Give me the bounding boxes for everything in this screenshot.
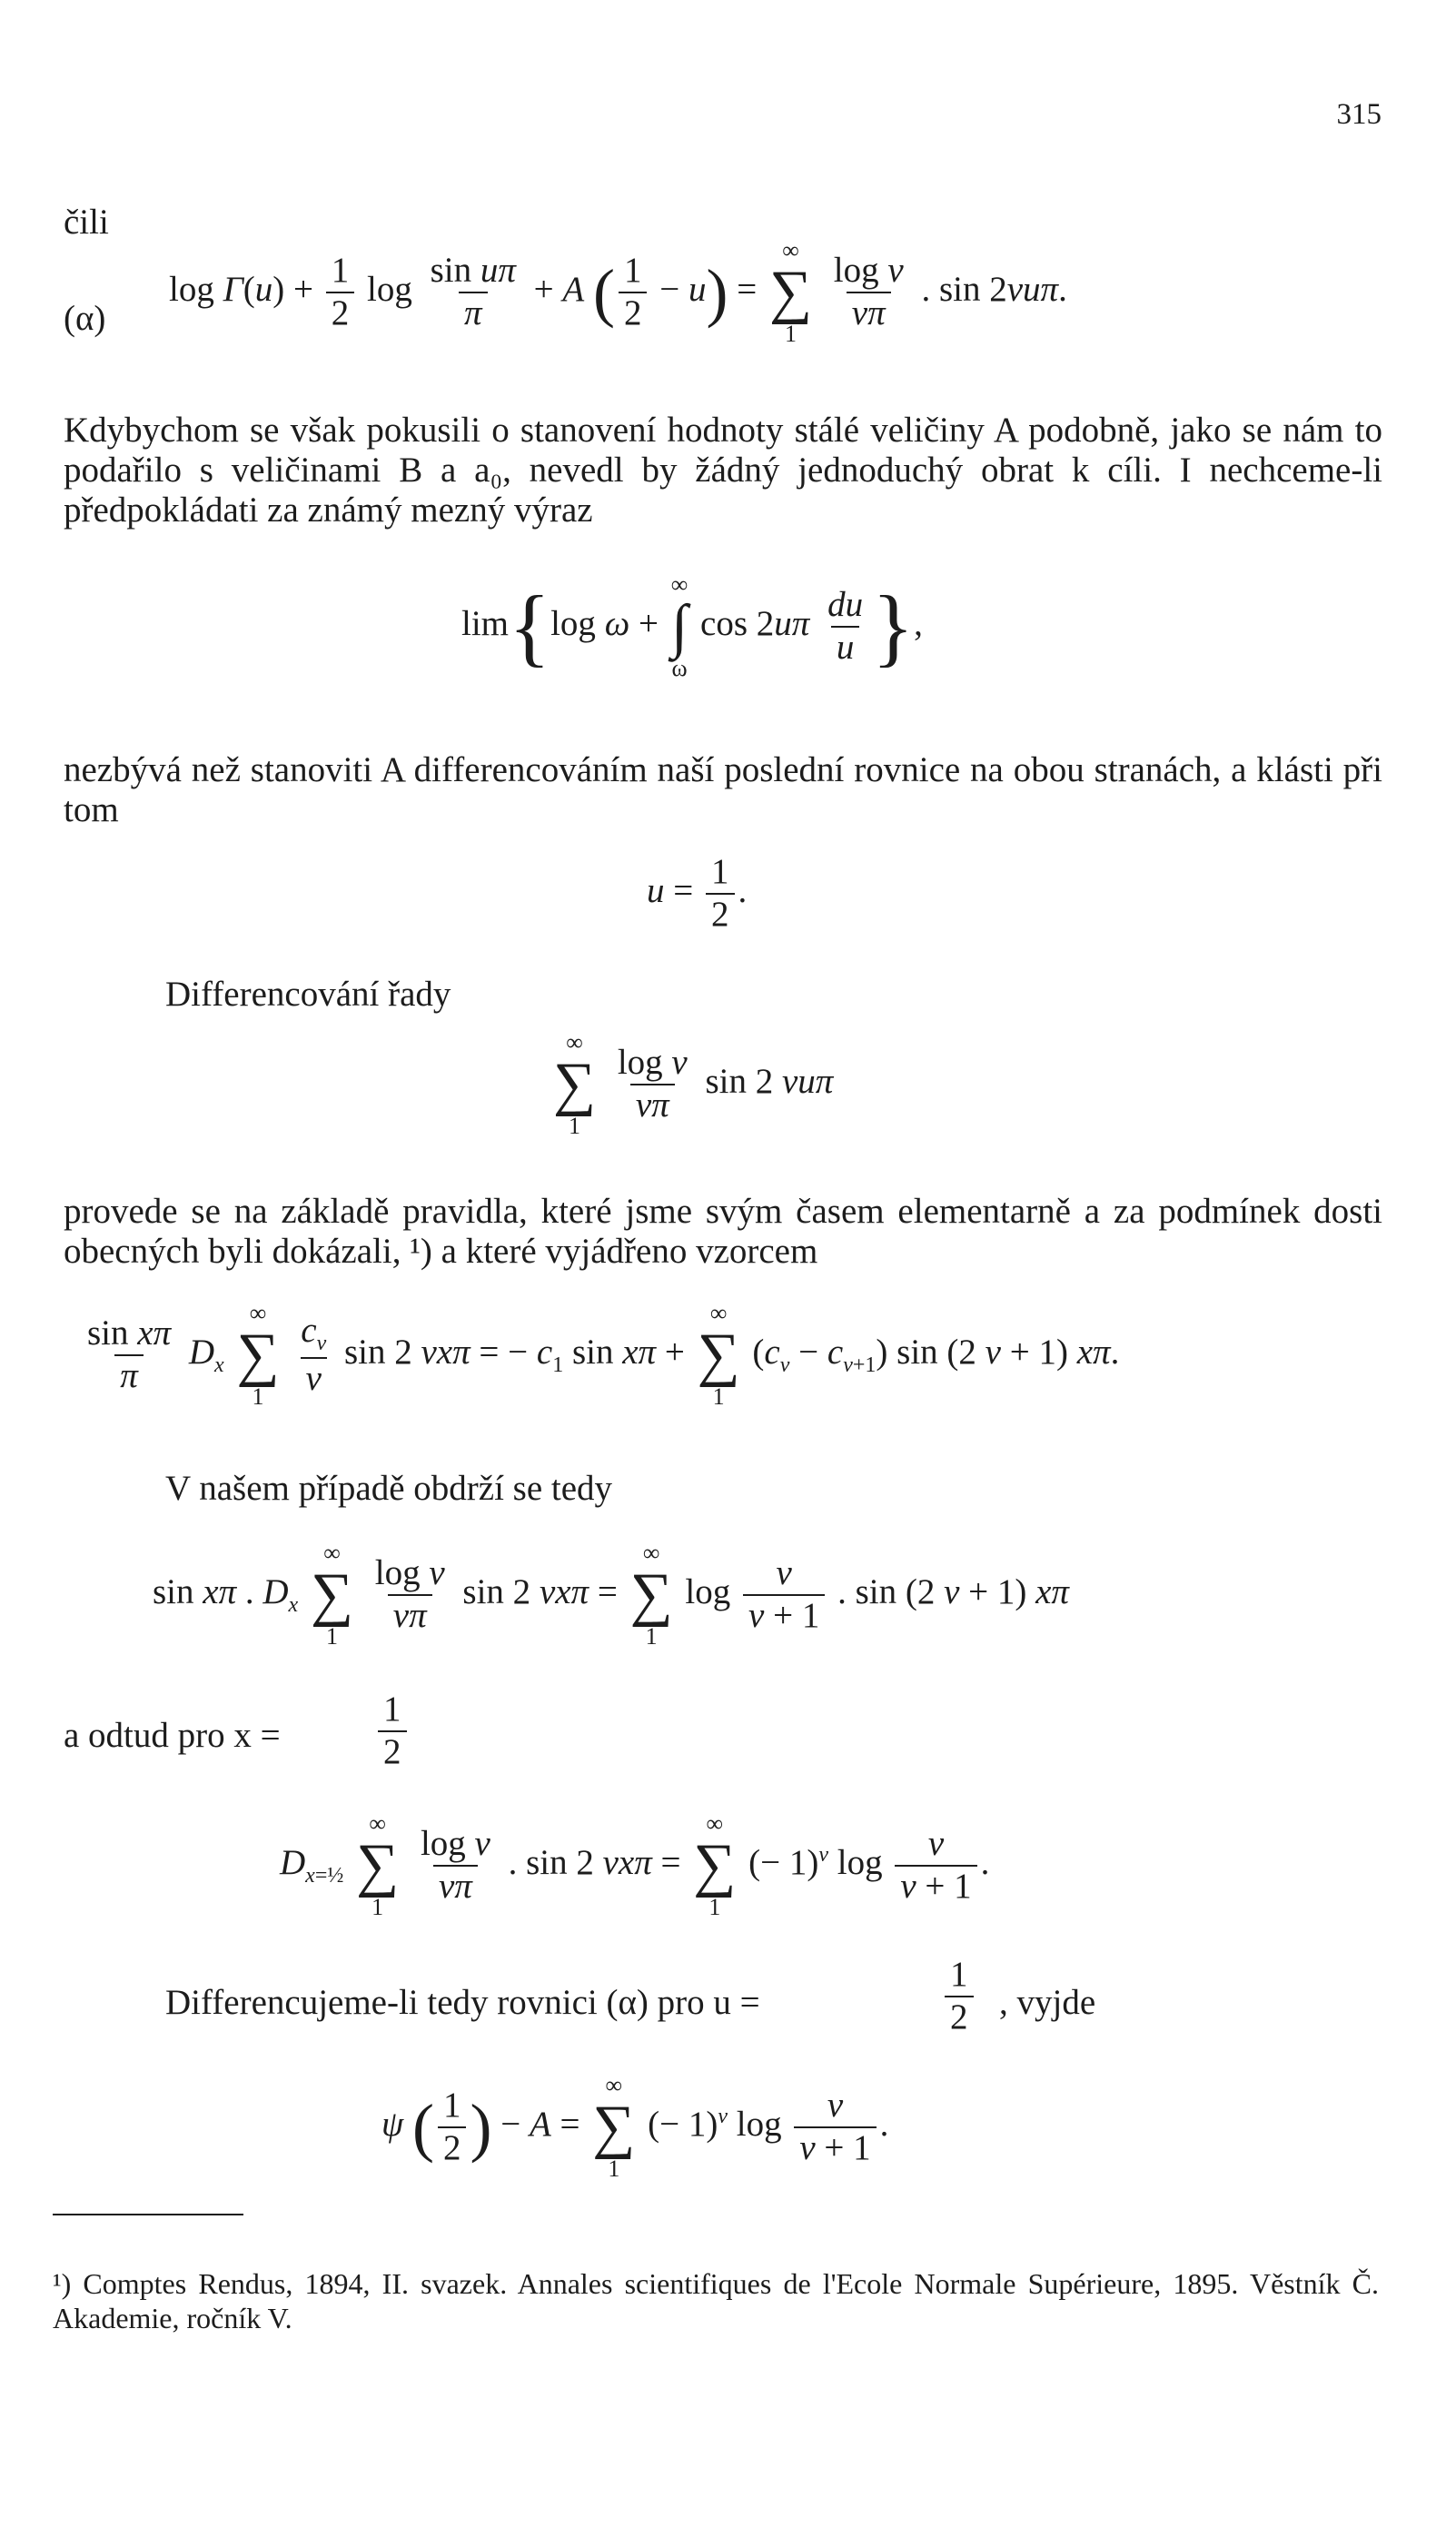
equation-limit: lim{log ω + ∞ ∫ ω cos 2uπ $\frac{du}{u}$ }, (461, 571, 923, 681)
equation-alpha: log Γ(u) + $\frac{1}{2}$ log $\frac{\text{sin uπ}}{\pi}$ + A ( $\frac{1}{2}$ − u) = ∞ ∑ 1 $\frac{\text{log ν}}{\nu\pi}$ . sin 2νuπ. (169, 237, 1067, 347)
paragraph-5: V našem případě obdrží se tedy (165, 1469, 613, 1508)
equation-u-half: u = $\frac{1}{2}$ . (647, 852, 748, 934)
equation-our-case: sin xπ . $D_x$ ∞ ∑ 1 $\frac{\text{log ν}}{\nu\pi}$ sin 2 νxπ = ∞ ∑ 1 log $\frac{\nu}{\nu + 1}$ . sin (2 ν + 1) xπ (153, 1540, 1069, 1650)
paragraph-6: a odtud pro x = (64, 1716, 281, 1755)
paragraph-4: provede se na základě pravidla, které jsme svým časem elementarně a za podmínek dosti obecných byli dokázali, ¹) a které vyjádřeno vzorcem (64, 1192, 1382, 1271)
equation-rule: $\frac{\text{sin xπ}}{\pi}$ $D_x$ ∞ ∑ 1 $\frac{c_\nu}{\nu}$ sin 2 νxπ = − $c_1$ sin xπ + ∞ ∑ 1 $(c_\nu - c_{\nu+1})$ sin (2 ν + 1) xπ. (87, 1300, 1120, 1410)
equation-final: ψ ( $\frac{1}{2}$ ) − A = ∞ ∑ 1 (− 1)$^\nu$ log $\frac{\nu}{\nu + 1}$ . (381, 2072, 889, 2182)
equation-label-alpha: (α) (64, 299, 106, 338)
fraction-u-half: $\frac{1}{2}$ (941, 1957, 977, 2037)
page-number: 315 (1336, 98, 1382, 131)
footnote: ¹) Comptes Rendus, 1894, II. svazek. Annales scientifiques de l'Ecole Normale Supérieure, 1895. Věstník Č. Akademie, ročník V. (53, 2267, 1379, 2334)
paragraph-2: nezbývá než stanoviti A differencováním naší poslední rovnice na obou stranách, a klásti při tom (64, 750, 1382, 829)
paragraph-1: Kdybychom se však pokusili o stanovení hodnoty stálé veličiny A podobně, jako se nám to podařilo s veličinami B a a₀, nevedl by žádný jednoduchý obrat k cíli. I nechceme-li předpokládati za známý mezný výraz (64, 411, 1382, 530)
word-cili: čili (64, 203, 109, 242)
paragraph-7: Differencujeme-li tedy rovnici (α) pro u = (165, 1983, 760, 2022)
footnote-rule (53, 2214, 243, 2215)
equation-at-half: $D_{x=\frac{1}{2}}$ ∞ ∑ 1 $\frac{\text{log ν}}{\nu\pi}$ . sin 2 νxπ = ∞ ∑ 1 (− 1)$^\nu$ log $\frac{\nu}{\nu + 1}$ . (280, 1810, 990, 1920)
paragraph-7-end: , vyjde (999, 1983, 1096, 2022)
fraction-x-half: $\frac{1}{2}$ (374, 1691, 411, 1771)
paragraph-3: Differencování řady (165, 975, 451, 1014)
equation-series: ∞ ∑ 1 $\frac{\text{log ν}}{\nu\pi}$ sin 2 νuπ (553, 1029, 834, 1139)
